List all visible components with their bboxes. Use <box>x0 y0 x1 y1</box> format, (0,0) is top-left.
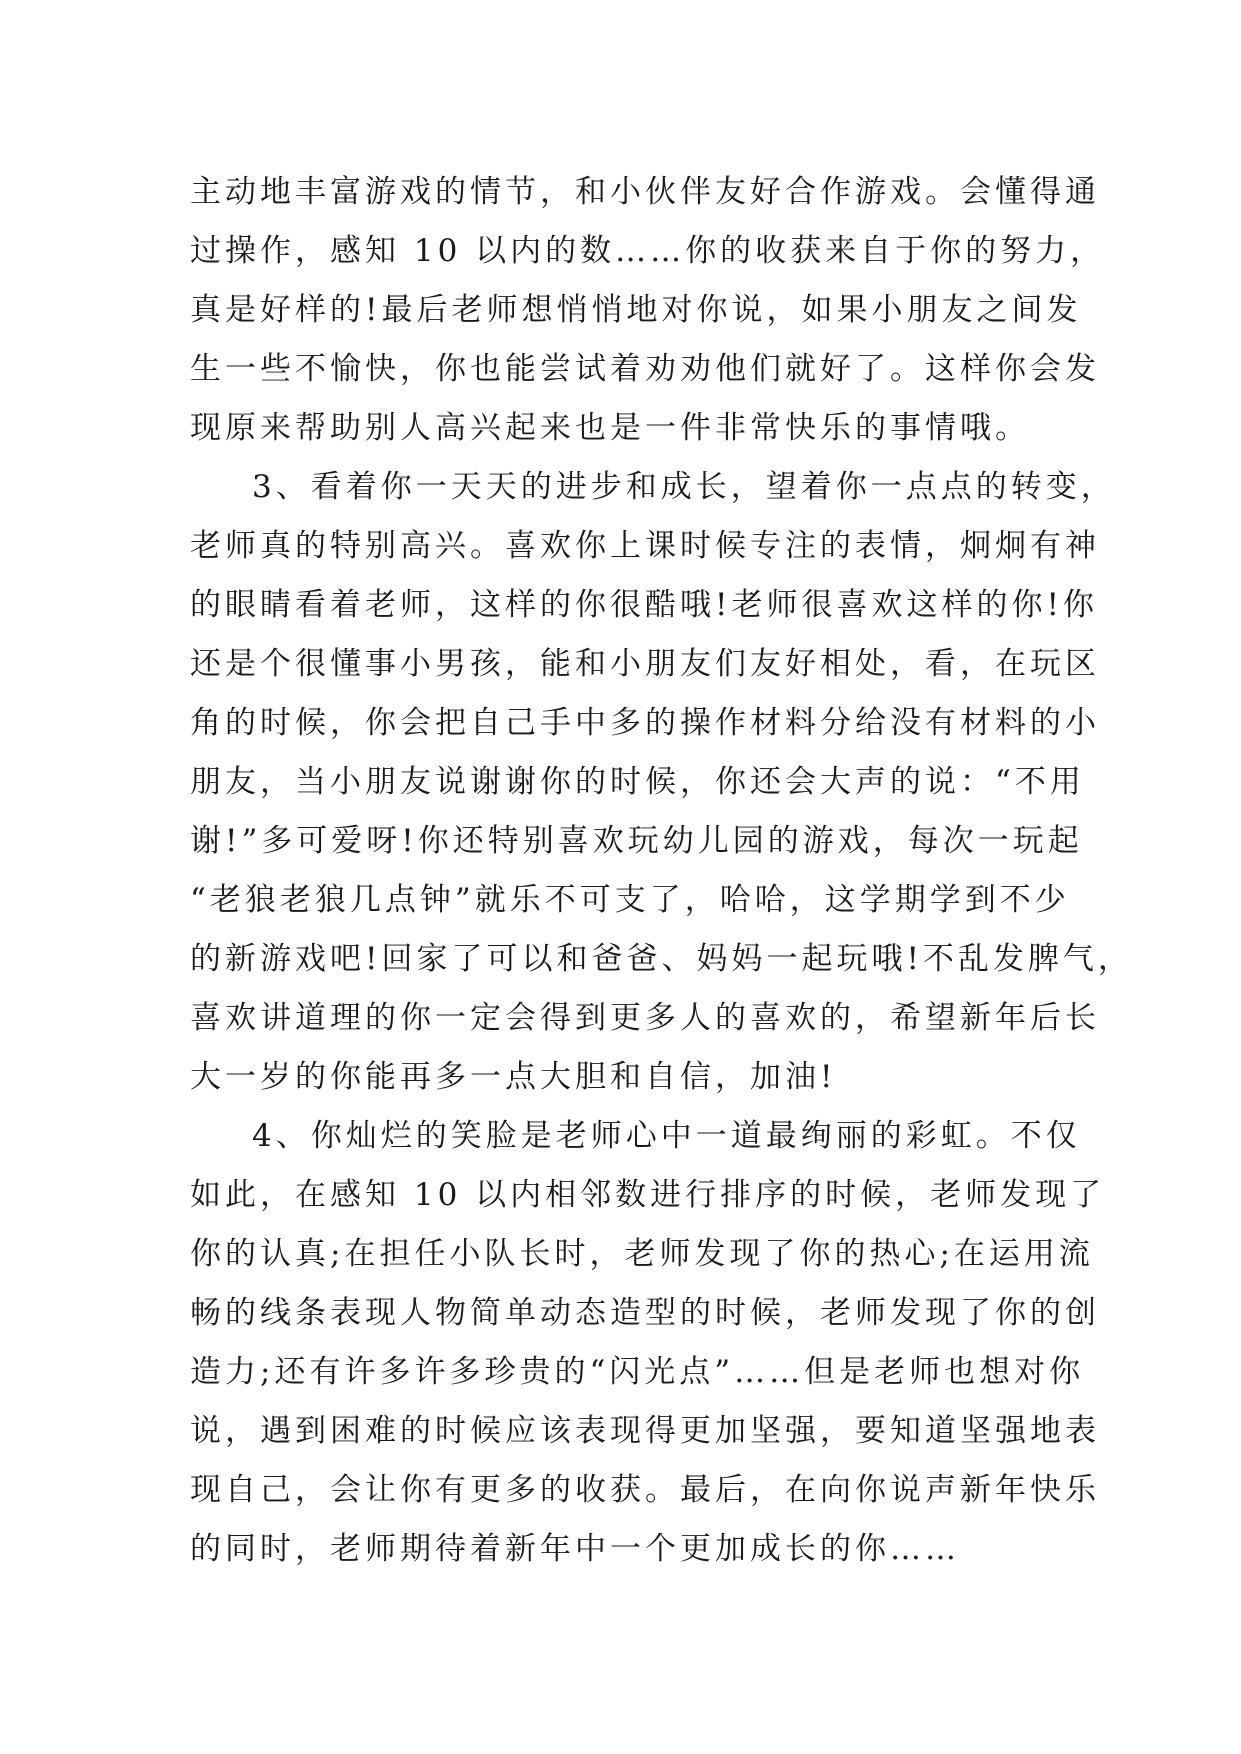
text-line: 造力;还有许多许多珍贵的“闪光点”……但是老师也想对你 <box>190 1354 1085 1390</box>
text-line: 说，遇到困难的时候应该表现得更加坚强，要知道坚强地表 <box>190 1413 1100 1449</box>
text-line: 如此，在感知 10 以内相邻数进行排序的时候，老师发现了 <box>190 1177 1106 1213</box>
text-line: 现自己，会让你有更多的收获。最后，在向你说声新年快乐 <box>190 1472 1100 1508</box>
text-line: 角的时候，你会把自己手中多的操作材料分给没有材料的小 <box>190 705 1100 741</box>
paragraph-3 <box>190 458 1133 1107</box>
text-line: 的同时，老师期待着新年中一个更加成长的你…… <box>190 1531 960 1567</box>
text-line: 畅的线条表现人物简单动态造型的时候，老师发现了你的创 <box>190 1295 1100 1331</box>
text-line: 朋友，当小朋友说谢谢你的时候，你还会大声的说：“不用 <box>190 764 1085 800</box>
text-line: 还是个很懂事小男孩，能和小朋友们友好相处，看，在玩区 <box>190 646 1100 682</box>
paragraph-2-tail <box>190 163 1106 458</box>
text-line: 谢!”多可爱呀!你还特别喜欢玩幼儿园的游戏，每次一玩起 <box>190 823 1083 859</box>
text-line: 生一些不愉快，你也能尝试着劝劝他们就好了。这样你会发 <box>190 351 1100 387</box>
text-line: 3、看着你一天天的进步和成长，望着你一点点的转变， <box>252 469 1116 505</box>
text-line: 过操作，感知 10 以内的数……你的收获来自于你的努力， <box>190 233 1106 269</box>
text-line: 现原来帮助别人高兴起来也是一件非常快乐的事情哦。 <box>190 410 1030 446</box>
text-line: 喜欢讲道理的你一定会得到更多人的喜欢的，希望新年后长 <box>190 1000 1100 1036</box>
text-line: 主动地丰富游戏的情节，和小伙伴友好合作游戏。会懂得通 <box>190 174 1100 210</box>
text-line: 的新游戏吧!回家了可以和爸爸、妈妈一起玩哦!不乱发脾气， <box>190 941 1133 977</box>
document-body <box>190 163 1133 1579</box>
paragraph-4 <box>190 1107 1106 1579</box>
text-line: “老狼老狼几点钟”就乐不可支了，哈哈，这学期学到不少 <box>190 882 1070 918</box>
text-line: 大一岁的你能再多一点大胆和自信，加油! <box>190 1059 837 1095</box>
text-line: 老师真的特别高兴。喜欢你上课时候专注的表情，炯炯有神 <box>190 528 1100 564</box>
text-line: 你的认真;在担任小队长时，老师发现了你的热心;在运用流 <box>190 1236 1094 1272</box>
text-line: 的眼睛看着老师，这样的你很酷哦!老师很喜欢这样的你!你 <box>190 587 1098 623</box>
text-line: 4、你灿烂的笑脸是老师心中一道最绚丽的彩虹。不仅 <box>252 1118 1081 1154</box>
text-line: 真是好样的!最后老师想悄悄地对你说，如果小朋友之间发 <box>190 292 1082 328</box>
